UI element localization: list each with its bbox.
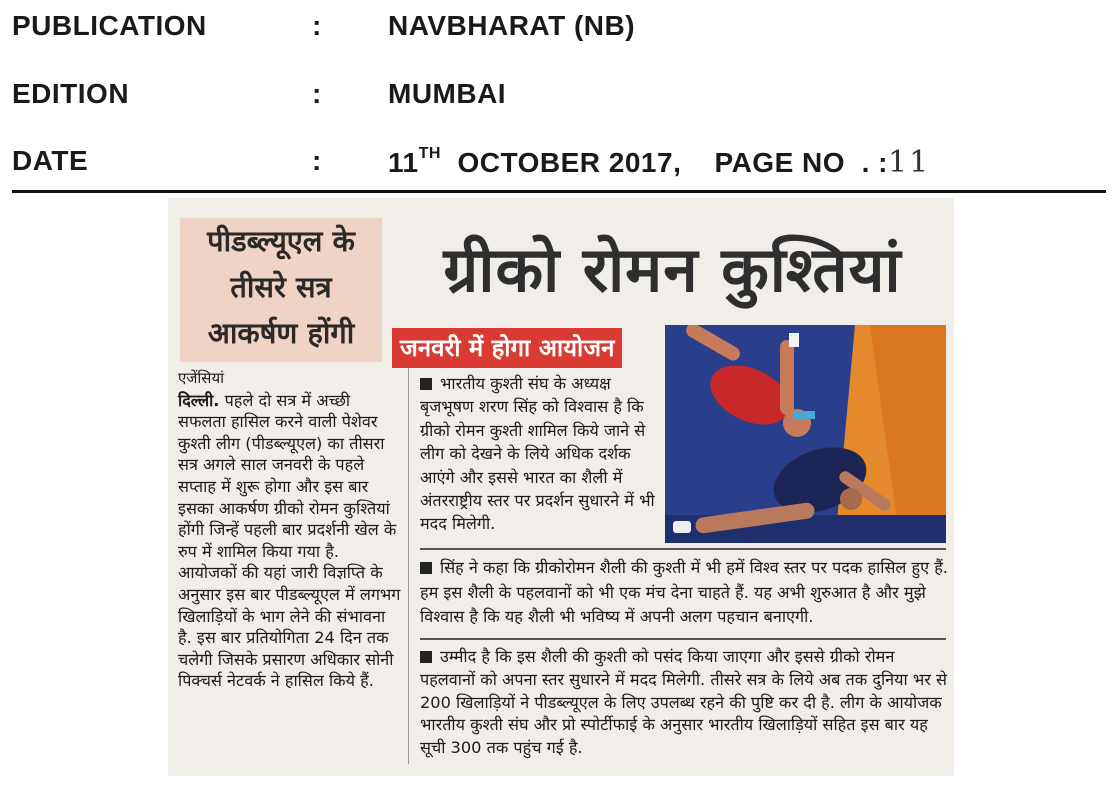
left-column-story [178, 368, 402, 692]
side-headline-line: आकर्षण होंगी [207, 316, 355, 350]
side-headline-box [180, 218, 382, 362]
column-divider [408, 368, 409, 764]
black-square-icon [420, 562, 432, 574]
edition-label: EDITION [12, 78, 130, 109]
header-rule [12, 190, 1106, 193]
main-headline: ग्रीको रोमन कुश्तियां [443, 233, 902, 306]
paragraph-separator [420, 548, 946, 550]
publication-label: PUBLICATION [12, 10, 207, 41]
date-day: 11 [388, 147, 419, 178]
left-body-text: पहले दो सत्र में अच्छी सफलता हासिल करने वाली पेशेवर कुश्ती लीग (पीडब्ल्यूएल) का तीसरा सत्र अगले साल जनवरी के पहले सप्ताह में शुरू होगा और इस बार इसका आकर्षण ग्रीको रोमन कुश्तियां होंगी जिन्हें पहली बार प्रदर्शनी खेल के रुप में शामिल किया गया है. आयोजकों की यहां जारी विज्ञप्ति के अनुसार इस बार पीडब्ल्यूएल में लगभग खिलाड़ियों के भाग लेने की संभावना है. इस बार प्रतियोगिता 24 दिन तक चलेगी जिसके प्रसारण अधिकार सोनी पिक्चर्स नेटवर्क ने हासिल किये हैं. [178, 390, 401, 691]
wrestling-photo [665, 325, 946, 543]
page-label: PAGE NO [714, 147, 846, 178]
edition-value: MUMBAI [388, 78, 507, 109]
paragraph-1-text: भारतीय कुश्ती संघ के अध्यक्ष बृजभूषण शरण सिंह को विश्वास है कि ग्रीको रोमन कुश्ती शामिल किये जाने से लीग को देखने के लिये अधिक दर्शक आएंगे और इससे भारत का शैली में अंतरराष्ट्रीय स्तर पर प्रदर्शन सुधारने में भी मदद मिलेगी. [420, 374, 655, 534]
date-value [388, 145, 930, 180]
page-number-handwritten: 11 [887, 145, 931, 180]
side-headline-line: पीडब्ल्यूएल के [207, 224, 355, 258]
wrestlers-image [665, 325, 946, 543]
publication-colon: : [312, 10, 322, 41]
dateline: दिल्ली. [178, 390, 220, 410]
subheadline-banner: जनवरी में होगा आयोजन [392, 328, 622, 368]
left-body [178, 390, 402, 692]
date-colon: : [312, 145, 322, 176]
paragraph-1 [420, 372, 660, 536]
date-rest: OCTOBER 2017, [457, 147, 682, 178]
page-sep: . : [861, 147, 888, 178]
paragraph-2 [420, 556, 948, 630]
paragraph-2-text: सिंह ने कहा कि ग्रीकोरोमन शैली की कुश्ती में भी हमें विश्व स्तर पर पदक हासिल हुए हैं. हम इस शैली के पहलवानों को भी एक मंच देना चाहते हैं. यह अभी शुरुआत है और मुझे विश्वास है कि यह शैली भी भविष्य में अपनी अलग पहचान बनाएगी. [420, 558, 948, 626]
agency-byline: एजेंसियां [178, 369, 225, 387]
paragraph-3 [420, 646, 948, 760]
publication-value: NAVBHARAT (NB) [388, 10, 636, 41]
edition-colon: : [312, 78, 322, 109]
paragraph-3-text: उम्मीद है कि इस शैली की कुश्ती को पसंद किया जाएगा और इससे ग्रीको रोमन पहलवानों को अपना स्तर सुधारने में मदद मिलेगी. तीसरे सत्र के लिये अब तक दुनिया भर से 200 खिलाड़ियों ने पीडब्ल्यूएल के लिए उपलब्ध रहने की पुष्टि कर दी है. लीग के आयोजक भारतीय कुश्ती संघ और प्रो स्पोर्टीफाई के अनुसार भारतीय खिलाड़ियों सहित इस बार यह सूची 300 तक पहुंच गई है. [420, 647, 947, 758]
side-headline-line: तीसरे सत्र [230, 270, 332, 304]
black-square-icon [420, 378, 432, 390]
paragraph-separator [420, 638, 946, 640]
date-suffix: TH [418, 144, 441, 162]
date-label: DATE [12, 145, 89, 176]
black-square-icon [420, 651, 432, 663]
